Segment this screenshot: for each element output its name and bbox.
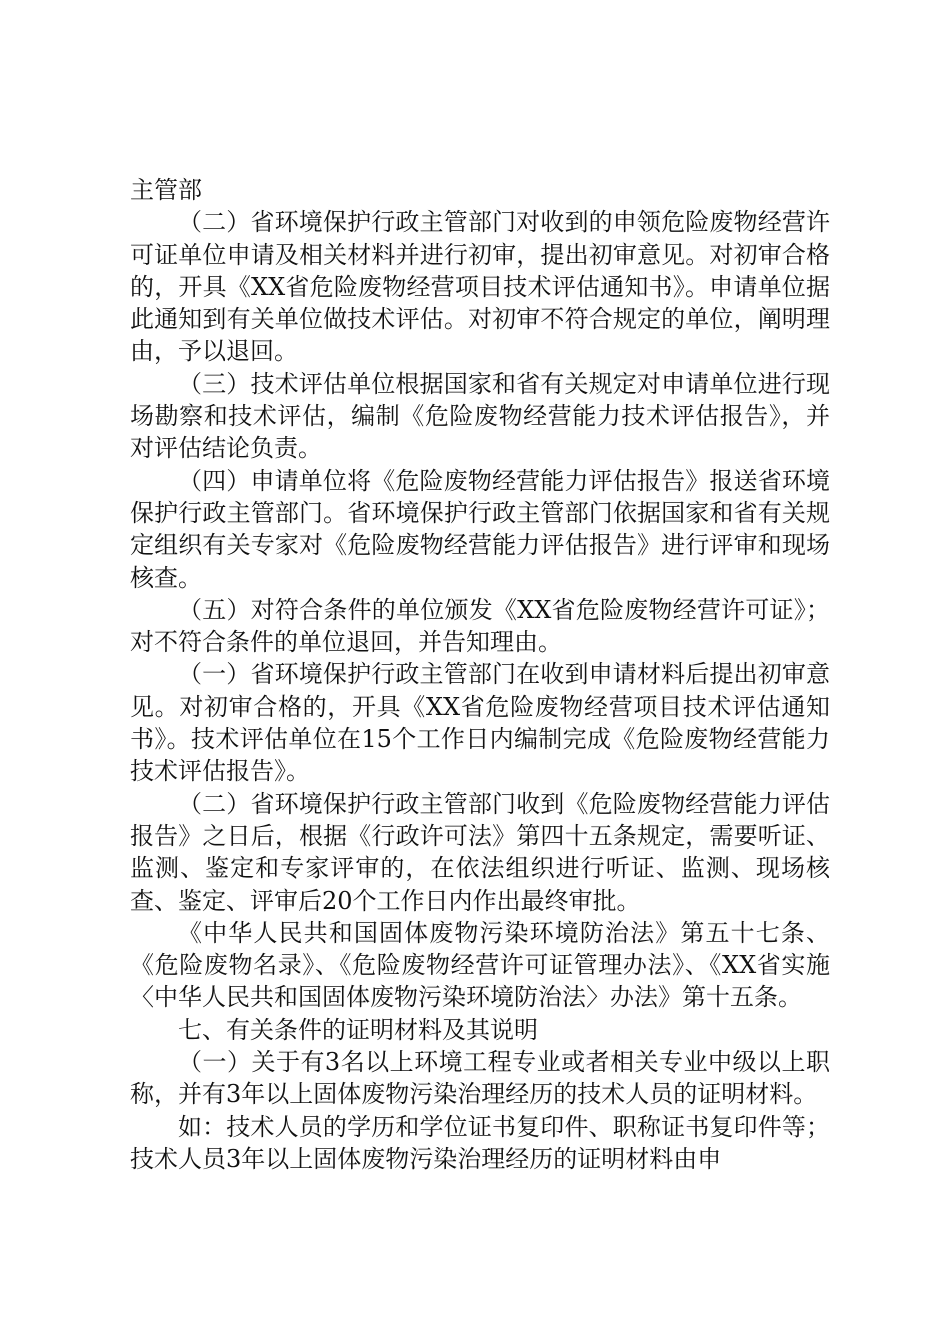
paragraph-1: 主管部 bbox=[130, 176, 202, 204]
paragraph-6: （一）省环境保护行政主管部门在收到申请材料后提出初审意见。对初审合格的，开具《XX省危险废物经营项目技术评估通知书》。技术评估单位在15个工作日内编制完成《危险废物经营能力技术评估报告》。 bbox=[130, 660, 830, 786]
paragraph-3: （三）技术评估单位根据国家和省有关规定对申请单位进行现场勘察和技术评估，编制《危险废物经营能力技术评估报告》，并对评估结论负责。 bbox=[130, 369, 830, 463]
section-heading: 七、有关条件的证明材料及其说明 bbox=[178, 1015, 538, 1044]
document-page bbox=[130, 174, 830, 1175]
paragraph-11: 如：技术人员的学历和学位证书复印件、职称证书复印件等；技术人员3年以上固体废物污染治理经历的证明材料由申 bbox=[130, 1112, 830, 1173]
paragraph-8: 《中华人民共和国固体废物污染环境防治法》第五十七条、《危险废物名录》、《危险废物经营许可证管理办法》、《XX省实施〈中华人民共和国固体废物污染环境防治法〉办法》第十五条。 bbox=[130, 918, 830, 1012]
paragraph-7: （二）省环境保护行政主管部门收到《危险废物经营能力评估报告》之日后，根据《行政许可法》第四十五条规定，需要听证、监测、鉴定和专家评审的，在依法组织进行听证、监测、现场核查、鉴定、评审后20个工作日内作出最终审批。 bbox=[130, 789, 830, 915]
paragraph-4: （四）申请单位将《危险废物经营能力评估报告》报送省环境保护行政主管部门。省环境保护行政主管部门依据国家和省有关规定组织有关专家对《危险废物经营能力评估报告》进行评审和现场核查。 bbox=[130, 466, 830, 592]
paragraph-10: （一）关于有3名以上环境工程专业或者相关专业中级以上职称，并有3年以上固体废物污染治理经历的技术人员的证明材料。 bbox=[130, 1048, 830, 1109]
paragraph-5: （五）对符合条件的单位颁发《XX省危险废物经营许可证》；对不符合条件的单位退回，并告知理由。 bbox=[130, 595, 830, 657]
paragraph-2: （二）省环境保护行政主管部门对收到的申领危险废物经营许可证单位申请及相关材料并进行初审，提出初审意见。对初审合格的，开具《XX省危险废物经营项目技术评估通知书》。申请单位据此通知到有关单位做技术评估。对初审不符合规定的单位，阐明理由，予以退回。 bbox=[130, 208, 830, 366]
